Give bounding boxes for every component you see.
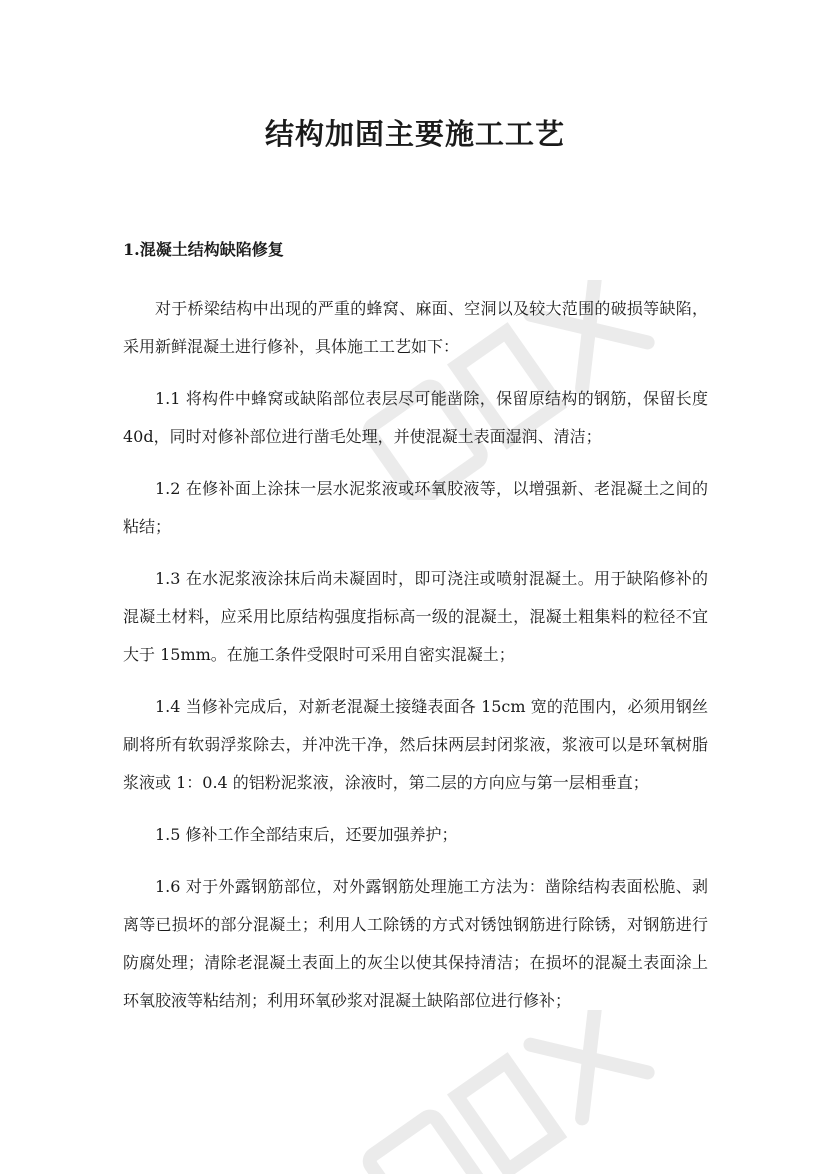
- paragraph-step-1-2: 1.2 在修补面上涂抹一层水泥浆液或环氧胶液等，以增强新、老混凝土之间的粘结；: [123, 479, 708, 536]
- paragraph-step-1-3: 1.3 在水泥浆液涂抹后尚未凝固时，即可浇注或喷射混凝土。用于缺陷修补的混凝土材料，应采用比原结构强度指标高一级的混凝土，混凝土粗集料的粒径不宜大于 15mm。在施工条件受限时可采用自密实混凝土；: [123, 569, 708, 664]
- paragraph-intro: 对于桥梁结构中出现的严重的蜂窝、麻面、空洞以及较大范围的破损等缺陷，采用新鲜混凝土进行修补，具体施工工艺如下：: [123, 299, 708, 356]
- paragraph-step-1-6: 1.6 对于外露钢筋部位，对外露钢筋处理施工方法为：凿除结构表面松脆、剥离等已损坏的部分混凝土；利用人工除锈的方式对锈蚀钢筋进行除锈，对钢筋进行防腐处理；清除老混凝土表面上的灰尘以使其保持清洁；在损坏的混凝土表面涂上环氧胶液等粘结剂；利用环氧砂浆对混凝土缺陷部位进行修补；: [123, 877, 708, 1010]
- paragraph-step-1-4: 1.4 当修补完成后，对新老混凝土接缝表面各 15cm 宽的范围内，必须用钢丝刷将所有软弱浮浆除去，并冲洗干净，然后抹两层封闭浆液，浆液可以是环氧树脂浆液或 1：0.4 的铝粉泥浆液，涂液时，第二层的方向应与第一层相垂直；: [123, 697, 708, 792]
- section-heading: 1.混凝土结构缺陷修复: [123, 240, 284, 259]
- paragraph-step-1-1: 1.1 将构件中蜂窝或缺陷部位表层尽可能凿除，保留原结构的钢筋，保留长度 40d，同时对修补部位进行凿毛处理，并使混凝土表面湿润、清洁；: [123, 389, 708, 446]
- watermark-shape: [330, 1010, 690, 1174]
- watermark-graphic: [330, 1010, 690, 1174]
- paragraph-step-1-5: 1.5 修补工作全部结束后，还要加强养护；: [155, 825, 458, 844]
- document-body: [123, 290, 708, 1034]
- page-title: 结构加固主要施工工艺: [264, 117, 565, 151]
